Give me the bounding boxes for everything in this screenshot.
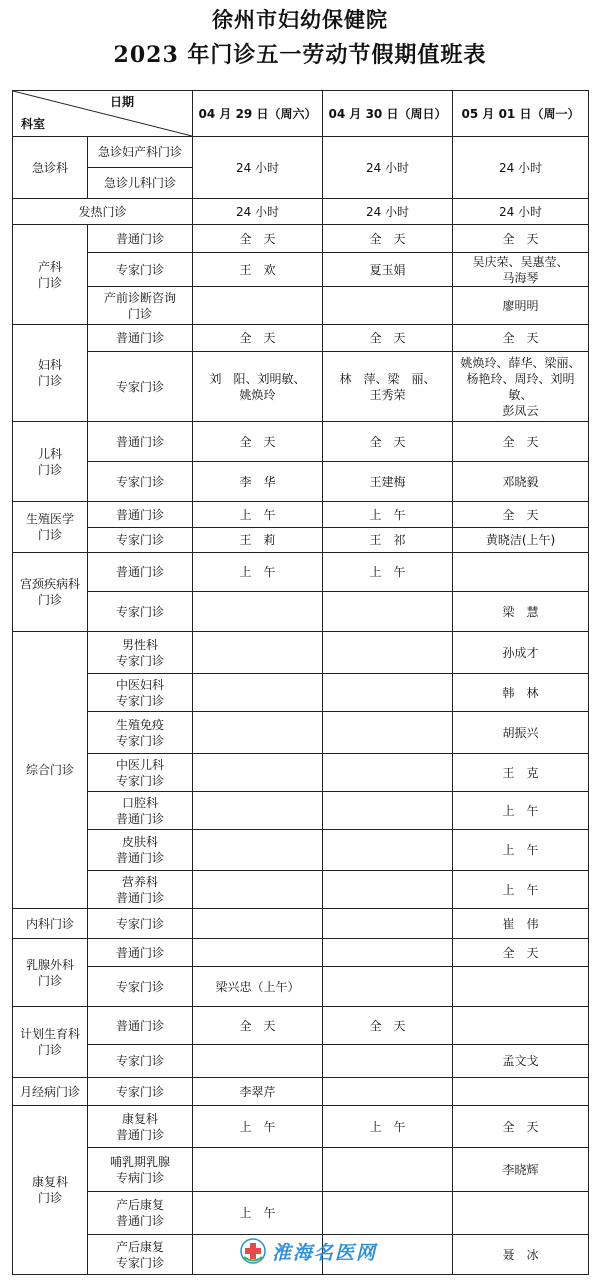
schedule-cell: 李 华 — [193, 462, 323, 502]
sub-clinic: 专家门诊 — [88, 1045, 193, 1078]
table-row — [13, 225, 589, 253]
sub-clinic: 生殖免疫 专家门诊 — [88, 712, 193, 754]
schedule-cell: 全 天 — [193, 325, 323, 352]
schedule-cell — [323, 1045, 453, 1078]
dept-fever: 发热门诊 — [13, 199, 193, 225]
sub-clinic: 产后康复 专家门诊 — [88, 1235, 193, 1275]
schedule-cell — [323, 754, 453, 792]
table-row — [13, 137, 589, 168]
table-row — [13, 1106, 589, 1148]
table-row — [13, 632, 589, 674]
sub-clinic: 专家门诊 — [88, 253, 193, 287]
schedule-cell — [453, 1007, 589, 1045]
schedule-cell: 上 午 — [323, 1106, 453, 1148]
schedule-cell: 胡振兴 — [453, 712, 589, 754]
table-row — [13, 1192, 589, 1235]
sub-clinic: 普通门诊 — [88, 553, 193, 592]
department-header-label: 科室 — [21, 117, 46, 131]
dept-emergency: 急诊科 — [13, 137, 88, 199]
watermark-text: 淮海名医网 — [272, 1241, 378, 1264]
schedule-cell — [193, 1148, 323, 1192]
schedule-cell: 全 天 — [453, 325, 589, 352]
table-row — [13, 422, 589, 462]
schedule-cell: 王 欢 — [193, 253, 323, 287]
schedule-cell: 24 小时 — [453, 137, 589, 199]
table-row — [13, 909, 589, 939]
schedule-cell — [323, 830, 453, 871]
diagonal-header-cell — [13, 91, 193, 137]
schedule-cell: 上 午 — [323, 502, 453, 528]
sub-clinic: 普通门诊 — [88, 225, 193, 253]
table-row — [13, 199, 589, 225]
schedule-cell: 孙成才 — [453, 632, 589, 674]
table-row — [13, 1045, 589, 1078]
schedule-cell: 林 萍、梁 丽、 王秀荣 — [323, 352, 453, 422]
schedule-cell — [193, 592, 323, 632]
schedule-cell: 吴庆荣、吴惠莹、 马海琴 — [453, 253, 589, 287]
dept-gynecology: 妇科 门诊 — [13, 325, 88, 422]
schedule-cell: 上 午 — [453, 830, 589, 871]
schedule-cell: 上 午 — [323, 553, 453, 592]
sub-clinic: 专家门诊 — [88, 967, 193, 1007]
schedule-cell: 王 莉 — [193, 528, 323, 553]
schedule-cell — [323, 674, 453, 712]
table-row — [13, 939, 589, 967]
sub-clinic: 男性科 专家门诊 — [88, 632, 193, 674]
sub-clinic: 专家门诊 — [88, 592, 193, 632]
dept-obstetrics: 产科 门诊 — [13, 225, 88, 325]
table-row — [13, 712, 589, 754]
schedule-cell — [323, 592, 453, 632]
schedule-cell: 李翠芹 — [193, 1078, 323, 1106]
schedule-cell — [193, 632, 323, 674]
sub-clinic: 急诊妇产科门诊 — [88, 137, 193, 168]
sub-clinic: 专家门诊 — [88, 909, 193, 939]
table-row — [13, 792, 589, 830]
schedule-cell — [193, 871, 323, 909]
date-column-header: 05 月 01 日（周一） — [453, 91, 589, 137]
table-row — [13, 830, 589, 871]
dept-family-planning: 计划生育科 门诊 — [13, 1007, 88, 1078]
schedule-cell: 崔 伟 — [453, 909, 589, 939]
table-row — [13, 674, 589, 712]
schedule-cell — [323, 1192, 453, 1235]
sub-clinic: 普通门诊 — [88, 422, 193, 462]
table-row — [13, 754, 589, 792]
schedule-cell — [323, 909, 453, 939]
schedule-cell: 上 午 — [453, 792, 589, 830]
table-row — [13, 871, 589, 909]
table-row — [13, 528, 589, 553]
dept-breast: 乳腺外科 门诊 — [13, 939, 88, 1007]
schedule-cell — [193, 792, 323, 830]
header-row — [13, 91, 589, 137]
table-row — [13, 967, 589, 1007]
schedule-cell — [453, 1192, 589, 1235]
sub-clinic: 普通门诊 — [88, 502, 193, 528]
schedule-cell: 24 小时 — [323, 137, 453, 199]
schedule-cell: 全 天 — [323, 1007, 453, 1045]
schedule-cell: 上 午 — [193, 502, 323, 528]
sub-clinic: 中医妇科 专家门诊 — [88, 674, 193, 712]
sub-clinic: 康复科 普通门诊 — [88, 1106, 193, 1148]
dept-pediatrics: 儿科 门诊 — [13, 422, 88, 502]
schedule-cell: 廖明明 — [453, 287, 589, 325]
dept-general: 综合门诊 — [13, 632, 88, 909]
schedule-cell: 24 小时 — [323, 199, 453, 225]
schedule-cell: 全 天 — [453, 422, 589, 462]
sub-clinic: 产后康复 普通门诊 — [88, 1192, 193, 1235]
date-column-header: 04 月 29 日（周六） — [193, 91, 323, 137]
sub-clinic: 专家门诊 — [88, 462, 193, 502]
schedule-cell: 孟文戈 — [453, 1045, 589, 1078]
medical-cross-logo-icon — [240, 1238, 266, 1264]
sub-clinic: 中医儿科 专家门诊 — [88, 754, 193, 792]
schedule-cell: 24 小时 — [193, 199, 323, 225]
schedule-cell: 全 天 — [453, 1106, 589, 1148]
schedule-cell: 王 克 — [453, 754, 589, 792]
table-row — [13, 325, 589, 352]
schedule-cell: 黄晓洁(上午) — [453, 528, 589, 553]
table-row — [13, 352, 589, 422]
schedule-cell: 上 午 — [193, 553, 323, 592]
schedule-cell — [193, 939, 323, 967]
schedule-cell — [323, 712, 453, 754]
schedule-cell: 全 天 — [193, 1007, 323, 1045]
schedule-cell — [193, 287, 323, 325]
schedule-cell — [193, 712, 323, 754]
sub-clinic: 普通门诊 — [88, 325, 193, 352]
dept-rehab: 康复科 门诊 — [13, 1106, 88, 1275]
schedule-cell — [323, 967, 453, 1007]
sub-clinic: 皮肤科 普通门诊 — [88, 830, 193, 871]
table-row — [13, 253, 589, 287]
schedule-cell: 全 天 — [323, 225, 453, 253]
sub-clinic: 普通门诊 — [88, 939, 193, 967]
table-row — [13, 1007, 589, 1045]
duty-roster-table — [12, 90, 589, 1275]
schedule-cell: 24 小时 — [453, 199, 589, 225]
sub-clinic: 专家门诊 — [88, 352, 193, 422]
schedule-cell — [323, 939, 453, 967]
schedule-cell: 上 午 — [193, 1106, 323, 1148]
page-title: 2023 年门诊五一劳动节假期值班表 — [113, 42, 487, 68]
sub-clinic: 营养科 普通门诊 — [88, 871, 193, 909]
schedule-cell: 上 午 — [453, 871, 589, 909]
sub-clinic: 普通门诊 — [88, 1007, 193, 1045]
schedule-cell — [193, 909, 323, 939]
schedule-cell: 李晓辉 — [453, 1148, 589, 1192]
schedule-cell — [323, 1078, 453, 1106]
sub-clinic: 急诊儿科门诊 — [88, 168, 193, 199]
schedule-cell: 全 天 — [323, 325, 453, 352]
table-row — [13, 592, 589, 632]
dept-reproductive: 生殖医学 门诊 — [13, 502, 88, 553]
schedule-cell — [453, 967, 589, 1007]
schedule-cell — [193, 1045, 323, 1078]
schedule-cell: 梁 慧 — [453, 592, 589, 632]
schedule-cell: 全 天 — [453, 939, 589, 967]
schedule-cell — [193, 674, 323, 712]
schedule-cell: 全 天 — [453, 502, 589, 528]
dept-menstrual: 月经病门诊 — [13, 1078, 88, 1106]
hospital-name: 徐州市妇幼保健院 — [212, 7, 388, 32]
table-row — [13, 462, 589, 502]
schedule-cell: 聂 冰 — [453, 1235, 589, 1275]
schedule-cell: 全 天 — [453, 225, 589, 253]
schedule-cell: 全 天 — [323, 422, 453, 462]
dept-cervical: 宫颈疾病科 门诊 — [13, 553, 88, 632]
schedule-cell: 梁兴忠（上午） — [193, 967, 323, 1007]
dept-internal: 内科门诊 — [13, 909, 88, 939]
schedule-cell — [193, 830, 323, 871]
sub-clinic: 口腔科 普通门诊 — [88, 792, 193, 830]
schedule-cell — [323, 287, 453, 325]
schedule-cell: 上 午 — [193, 1192, 323, 1235]
schedule-cell: 24 小时 — [193, 137, 323, 199]
schedule-cell: 姚焕玲、薛华、梁丽、 杨艳玲、周玲、刘明敏、 彭凤云 — [453, 352, 589, 422]
schedule-cell: 刘 阳、刘明敏、 姚焕玲 — [193, 352, 323, 422]
sub-clinic: 专家门诊 — [88, 528, 193, 553]
schedule-cell: 全 天 — [193, 225, 323, 253]
schedule-cell — [323, 871, 453, 909]
schedule-cell — [453, 553, 589, 592]
schedule-cell — [193, 754, 323, 792]
schedule-cell: 王 祁 — [323, 528, 453, 553]
table-row — [13, 1148, 589, 1192]
schedule-cell: 王建梅 — [323, 462, 453, 502]
schedule-cell: 韩 林 — [453, 674, 589, 712]
sub-clinic: 产前诊断咨询 门诊 — [88, 287, 193, 325]
sub-clinic: 专家门诊 — [88, 1078, 193, 1106]
date-header-label: 日期 — [109, 95, 134, 109]
schedule-cell: 邓晓毅 — [453, 462, 589, 502]
schedule-cell: 夏玉娟 — [323, 253, 453, 287]
schedule-cell — [323, 792, 453, 830]
table-row — [13, 1078, 589, 1106]
schedule-cell — [323, 1148, 453, 1192]
table-row — [13, 502, 589, 528]
schedule-cell — [323, 632, 453, 674]
watermark — [240, 1234, 390, 1268]
table-row — [13, 553, 589, 592]
schedule-cell — [453, 1078, 589, 1106]
date-column-header: 04 月 30 日（周日） — [323, 91, 453, 137]
table-row — [13, 287, 589, 325]
schedule-cell: 全 天 — [193, 422, 323, 462]
sub-clinic: 哺乳期乳腺 专病门诊 — [88, 1148, 193, 1192]
